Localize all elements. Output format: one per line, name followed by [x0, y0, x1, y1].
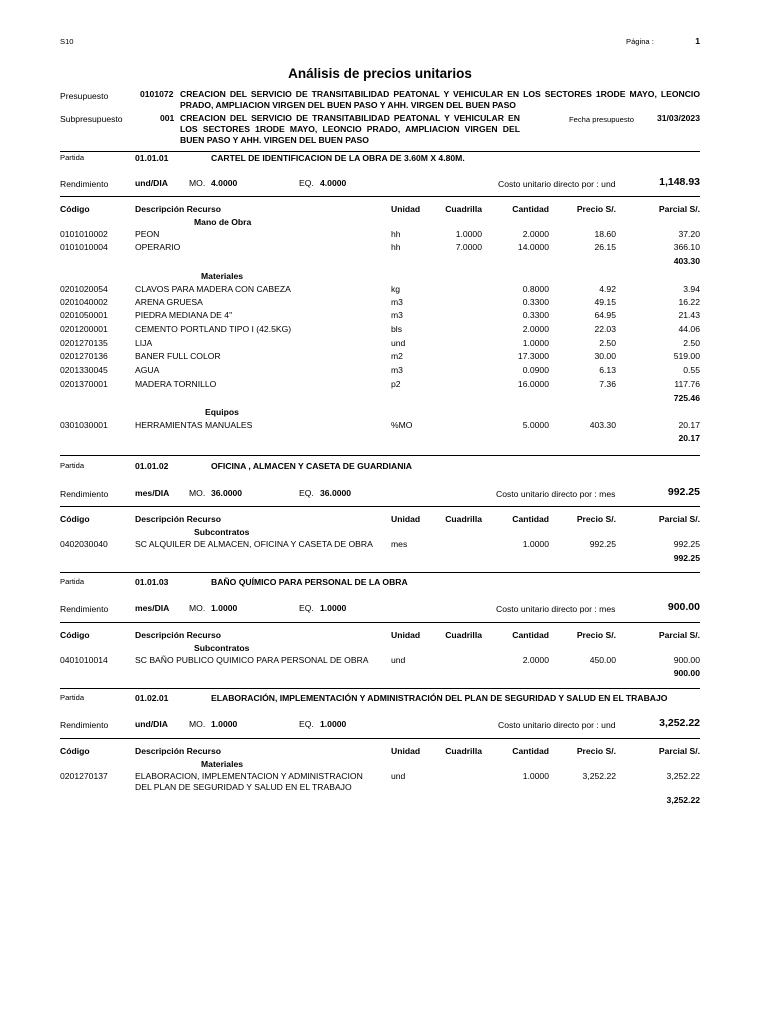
row-desc: LIJA: [135, 338, 153, 348]
group-heading: Equipos: [205, 407, 239, 417]
row-parcial: 366.10: [673, 242, 700, 252]
row-parcial: 3,252.22: [666, 771, 700, 781]
rendimiento-unit: und/DIA: [135, 178, 168, 188]
divider: [60, 151, 700, 152]
group-heading: Subcontratos: [194, 527, 250, 537]
divider: [60, 572, 700, 573]
subpresupuesto-code: 001: [160, 113, 175, 123]
group-subtotal: 403.30: [673, 256, 700, 266]
row-precio: 2.50: [599, 338, 616, 348]
row-desc: MADERA TORNILLO: [135, 379, 217, 389]
row-codigo: 0201270135: [60, 338, 108, 348]
row-precio: 403.30: [589, 420, 616, 430]
row-codigo: 0201270136: [60, 351, 108, 361]
col-precio: Precio S/.: [576, 204, 616, 214]
partida-code: 01.01.01: [135, 153, 169, 163]
group-subtotal: 900.00: [673, 668, 700, 678]
col-unidad: Unidad: [391, 746, 421, 756]
row-unidad: hh: [391, 242, 401, 252]
fecha-value: 31/03/2023: [656, 113, 700, 123]
col-codigo: Código: [60, 204, 90, 214]
row-unidad: m3: [391, 310, 403, 320]
row-cantidad: 0.3300: [522, 310, 549, 320]
rendimiento-label: Rendimiento: [60, 179, 109, 189]
row-cantidad: 14.0000: [517, 242, 549, 252]
rendimiento-unit: mes/DIA: [135, 603, 170, 613]
row-precio: 26.15: [594, 242, 616, 252]
row-desc: SC ALQUILER DE ALMACEN, OFICINA Y CASETA DE OBRA: [135, 539, 373, 549]
row-precio: 18.60: [594, 229, 616, 239]
row-parcial: 900.00: [673, 655, 700, 665]
presupuesto-label: Presupuesto: [60, 91, 109, 101]
row-codigo: 0301030001: [60, 420, 108, 430]
row-precio: 450.00: [589, 655, 616, 665]
col-cantidad: Cantidad: [512, 630, 549, 640]
costo-value: 992.25: [667, 486, 700, 498]
mo-value: 4.0000: [211, 178, 238, 188]
partida-label: Partida: [60, 461, 85, 470]
partida-label: Partida: [60, 577, 85, 586]
row-unidad: und: [391, 655, 406, 665]
page-label: Página :: [626, 37, 654, 46]
col-parcial: Parcial S/.: [658, 204, 700, 214]
partida-desc: BAÑO QUÍMICO PARA PERSONAL DE LA OBRA: [211, 577, 408, 587]
col-parcial: Parcial S/.: [658, 514, 700, 524]
group-heading: Mano de Obra: [194, 217, 252, 227]
mo-value: 36.0000: [211, 488, 243, 498]
mo-label: MO.: [189, 603, 206, 613]
page-number: 1: [695, 36, 700, 46]
group-subtotal: 3,252.22: [666, 795, 700, 805]
presupuesto-desc: CREACION DEL SERVICIO DE TRANSITABILIDAD PEATONAL Y VEHICULAR EN LOS SECTORES 1RODE MAYO, LEONCIO PRADO, AMPLIACION VIRGEN DEL BUEN PASO Y AHH. VIRGEN DEL BUEN PASO: [180, 89, 700, 110]
eq-label: EQ.: [299, 488, 314, 498]
rendimiento-unit: und/DIA: [135, 719, 168, 729]
row-desc: PIEDRA MEDIANA DE 4": [135, 310, 233, 320]
row-desc: PEON: [135, 229, 160, 239]
row-cuadrilla: 1.0000: [455, 229, 482, 239]
row-unidad: m3: [391, 297, 403, 307]
partida-desc: OFICINA , ALMACEN Y CASETA DE GUARDIANIA: [211, 461, 413, 471]
row-parcial: 44.06: [678, 324, 700, 334]
rendimiento-label: Rendimiento: [60, 720, 109, 730]
row-unidad: m2: [391, 351, 403, 361]
row-desc: OPERARIO: [135, 242, 181, 252]
divider: [60, 622, 700, 623]
eq-label: EQ.: [299, 603, 314, 613]
row-unidad: kg: [391, 284, 401, 294]
mo-label: MO.: [189, 488, 206, 498]
group-subtotal: 725.46: [673, 393, 700, 403]
row-parcial: 21.43: [678, 310, 700, 320]
row-desc: SC BAÑO PUBLICO QUIMICO PARA PERSONAL DE OBRA: [135, 655, 369, 665]
rendimiento-label: Rendimiento: [60, 604, 109, 614]
row-precio: 4.92: [599, 284, 616, 294]
col-codigo: Código: [60, 746, 90, 756]
col-parcial: Parcial S/.: [658, 630, 700, 640]
col-parcial: Parcial S/.: [658, 746, 700, 756]
costo-value: 900.00: [667, 601, 700, 613]
costo-label: Costo unitario directo por : und: [498, 720, 616, 730]
row-cantidad: 1.0000: [522, 338, 549, 348]
row-codigo: 0201020054: [60, 284, 108, 294]
costo-value: 3,252.22: [659, 717, 700, 729]
row-cantidad: 0.3300: [522, 297, 549, 307]
divider: [60, 455, 700, 456]
divider: [60, 738, 700, 739]
group-heading: Materiales: [201, 271, 244, 281]
col-precio: Precio S/.: [576, 514, 616, 524]
col-unidad: Unidad: [391, 514, 421, 524]
rendimiento-label: Rendimiento: [60, 489, 109, 499]
mo-label: MO.: [189, 719, 206, 729]
row-desc: BANER FULL COLOR: [135, 351, 221, 361]
row-codigo: 0201330045: [60, 365, 108, 375]
eq-value: 36.0000: [320, 488, 352, 498]
row-desc: CLAVOS PARA MADERA CON CABEZA: [135, 284, 291, 294]
col-descripcion: Descripción Recurso: [135, 514, 221, 524]
row-desc: ELABORACION, IMPLEMENTACION Y ADMINISTRACION DEL PLAN DE SEGURIDAD Y SALUD EN EL TRABAJO: [135, 771, 363, 792]
divider: [60, 196, 700, 197]
row-unidad: bls: [391, 324, 402, 334]
row-parcial: 519.00: [673, 351, 700, 361]
eq-value: 1.0000: [320, 719, 347, 729]
eq-label: EQ.: [299, 719, 314, 729]
row-cantidad: 2.0000: [522, 655, 549, 665]
row-precio: 6.13: [599, 365, 616, 375]
page-title: Análisis de precios unitarios: [288, 66, 472, 81]
costo-value: 1,148.93: [659, 176, 700, 188]
subpresupuesto-label: Subpresupuesto: [60, 114, 123, 124]
col-codigo: Código: [60, 630, 90, 640]
col-codigo: Código: [60, 514, 90, 524]
row-codigo: 0201270137: [60, 771, 108, 781]
mo-value: 1.0000: [211, 603, 238, 613]
row-cantidad: 1.0000: [522, 771, 549, 781]
col-unidad: Unidad: [391, 204, 421, 214]
row-unidad: mes: [391, 539, 408, 549]
row-cantidad: 17.3000: [517, 351, 549, 361]
row-precio: 30.00: [594, 351, 616, 361]
row-precio: 22.03: [594, 324, 616, 334]
row-unidad: m3: [391, 365, 403, 375]
row-parcial: 16.22: [678, 297, 700, 307]
presupuesto-code: 0101072: [140, 89, 174, 99]
eq-value: 1.0000: [320, 603, 347, 613]
partida-label: Partida: [60, 153, 85, 162]
row-parcial: 0.55: [683, 365, 700, 375]
group-subtotal: 20.17: [678, 433, 700, 443]
row-codigo: 0201370001: [60, 379, 108, 389]
col-cuadrilla: Cuadrilla: [445, 204, 482, 214]
row-desc: ARENA GRUESA: [135, 297, 203, 307]
eq-label: EQ.: [299, 178, 314, 188]
col-cuadrilla: Cuadrilla: [445, 746, 482, 756]
group-heading: Subcontratos: [194, 643, 250, 653]
col-descripcion: Descripción Recurso: [135, 630, 221, 640]
row-cantidad: 16.0000: [517, 379, 549, 389]
row-codigo: 0201050001: [60, 310, 108, 320]
mo-value: 1.0000: [211, 719, 238, 729]
group-heading: Materiales: [201, 759, 244, 769]
costo-label: Costo unitario directo por : mes: [496, 489, 616, 499]
col-precio: Precio S/.: [576, 746, 616, 756]
col-descripcion: Descripción Recurso: [135, 746, 221, 756]
partida-desc: ELABORACIÓN, IMPLEMENTACIÓN Y ADMINISTRACIÓN DEL PLAN DE SEGURIDAD Y SALUD EN EL TRABAJO: [211, 693, 668, 703]
row-cantidad: 5.0000: [522, 420, 549, 430]
row-precio: 7.36: [599, 379, 616, 389]
col-cantidad: Cantidad: [512, 514, 549, 524]
row-cantidad: 1.0000: [522, 539, 549, 549]
row-precio: 49.15: [594, 297, 616, 307]
col-descripcion: Descripción Recurso: [135, 204, 221, 214]
row-codigo: 0401010014: [60, 655, 108, 665]
report-code: S10: [60, 37, 74, 46]
row-parcial: 992.25: [673, 539, 700, 549]
row-unidad: p2: [391, 379, 401, 389]
row-codigo: 0201200001: [60, 324, 108, 334]
row-codigo: 0101010002: [60, 229, 108, 239]
partida-label: Partida: [60, 693, 85, 702]
col-cuadrilla: Cuadrilla: [445, 514, 482, 524]
partida-desc: CARTEL DE IDENTIFICACION DE LA OBRA DE 3.60M X 4.80M.: [211, 153, 465, 163]
row-unidad: und: [391, 338, 406, 348]
row-parcial: 2.50: [683, 338, 700, 348]
group-subtotal: 992.25: [673, 553, 700, 563]
row-parcial: 3.94: [683, 284, 700, 294]
row-parcial: 117.76: [674, 379, 700, 389]
divider: [60, 506, 700, 507]
row-codigo: 0402030040: [60, 539, 108, 549]
col-cuadrilla: Cuadrilla: [445, 630, 482, 640]
subpresupuesto-desc: CREACION DEL SERVICIO DE TRANSITABILIDAD PEATONAL Y VEHICULAR EN LOS SECTORES 1RODE MAYO, LEONCIO PRADO, AMPLIACION VIRGEN DEL BUEN PASO Y AHH. VIRGEN DEL BUEN PASO: [180, 113, 520, 145]
divider: [60, 688, 700, 689]
row-desc: HERRAMIENTAS MANUALES: [135, 420, 253, 430]
col-precio: Precio S/.: [576, 630, 616, 640]
col-cantidad: Cantidad: [512, 204, 549, 214]
row-cantidad: 2.0000: [522, 324, 549, 334]
row-cantidad: 2.0000: [522, 229, 549, 239]
row-precio: 992.25: [589, 539, 616, 549]
partida-code: 01.01.02: [135, 461, 169, 471]
col-cantidad: Cantidad: [512, 746, 549, 756]
costo-label: Costo unitario directo por : und: [498, 179, 616, 189]
row-cantidad: 0.8000: [522, 284, 549, 294]
partida-code: 01.02.01: [135, 693, 169, 703]
row-unidad: hh: [391, 229, 401, 239]
eq-value: 4.0000: [320, 178, 347, 188]
row-parcial: 37.20: [678, 229, 700, 239]
row-precio: 3,252.22: [582, 771, 616, 781]
row-desc: CEMENTO PORTLAND TIPO I (42.5KG): [135, 324, 292, 334]
row-cantidad: 0.0900: [522, 365, 549, 375]
col-unidad: Unidad: [391, 630, 421, 640]
rendimiento-unit: mes/DIA: [135, 488, 170, 498]
row-codigo: 0201040002: [60, 297, 108, 307]
row-unidad: und: [391, 771, 406, 781]
row-cuadrilla: 7.0000: [455, 242, 482, 252]
row-unidad: %MO: [391, 420, 413, 430]
row-parcial: 20.17: [678, 420, 700, 430]
partida-code: 01.01.03: [135, 577, 169, 587]
costo-label: Costo unitario directo por : mes: [496, 604, 616, 614]
row-desc: AGUA: [135, 365, 160, 375]
row-precio: 64.95: [594, 310, 616, 320]
mo-label: MO.: [189, 178, 206, 188]
fecha-label: Fecha presupuesto: [569, 115, 635, 124]
row-codigo: 0101010004: [60, 242, 108, 252]
